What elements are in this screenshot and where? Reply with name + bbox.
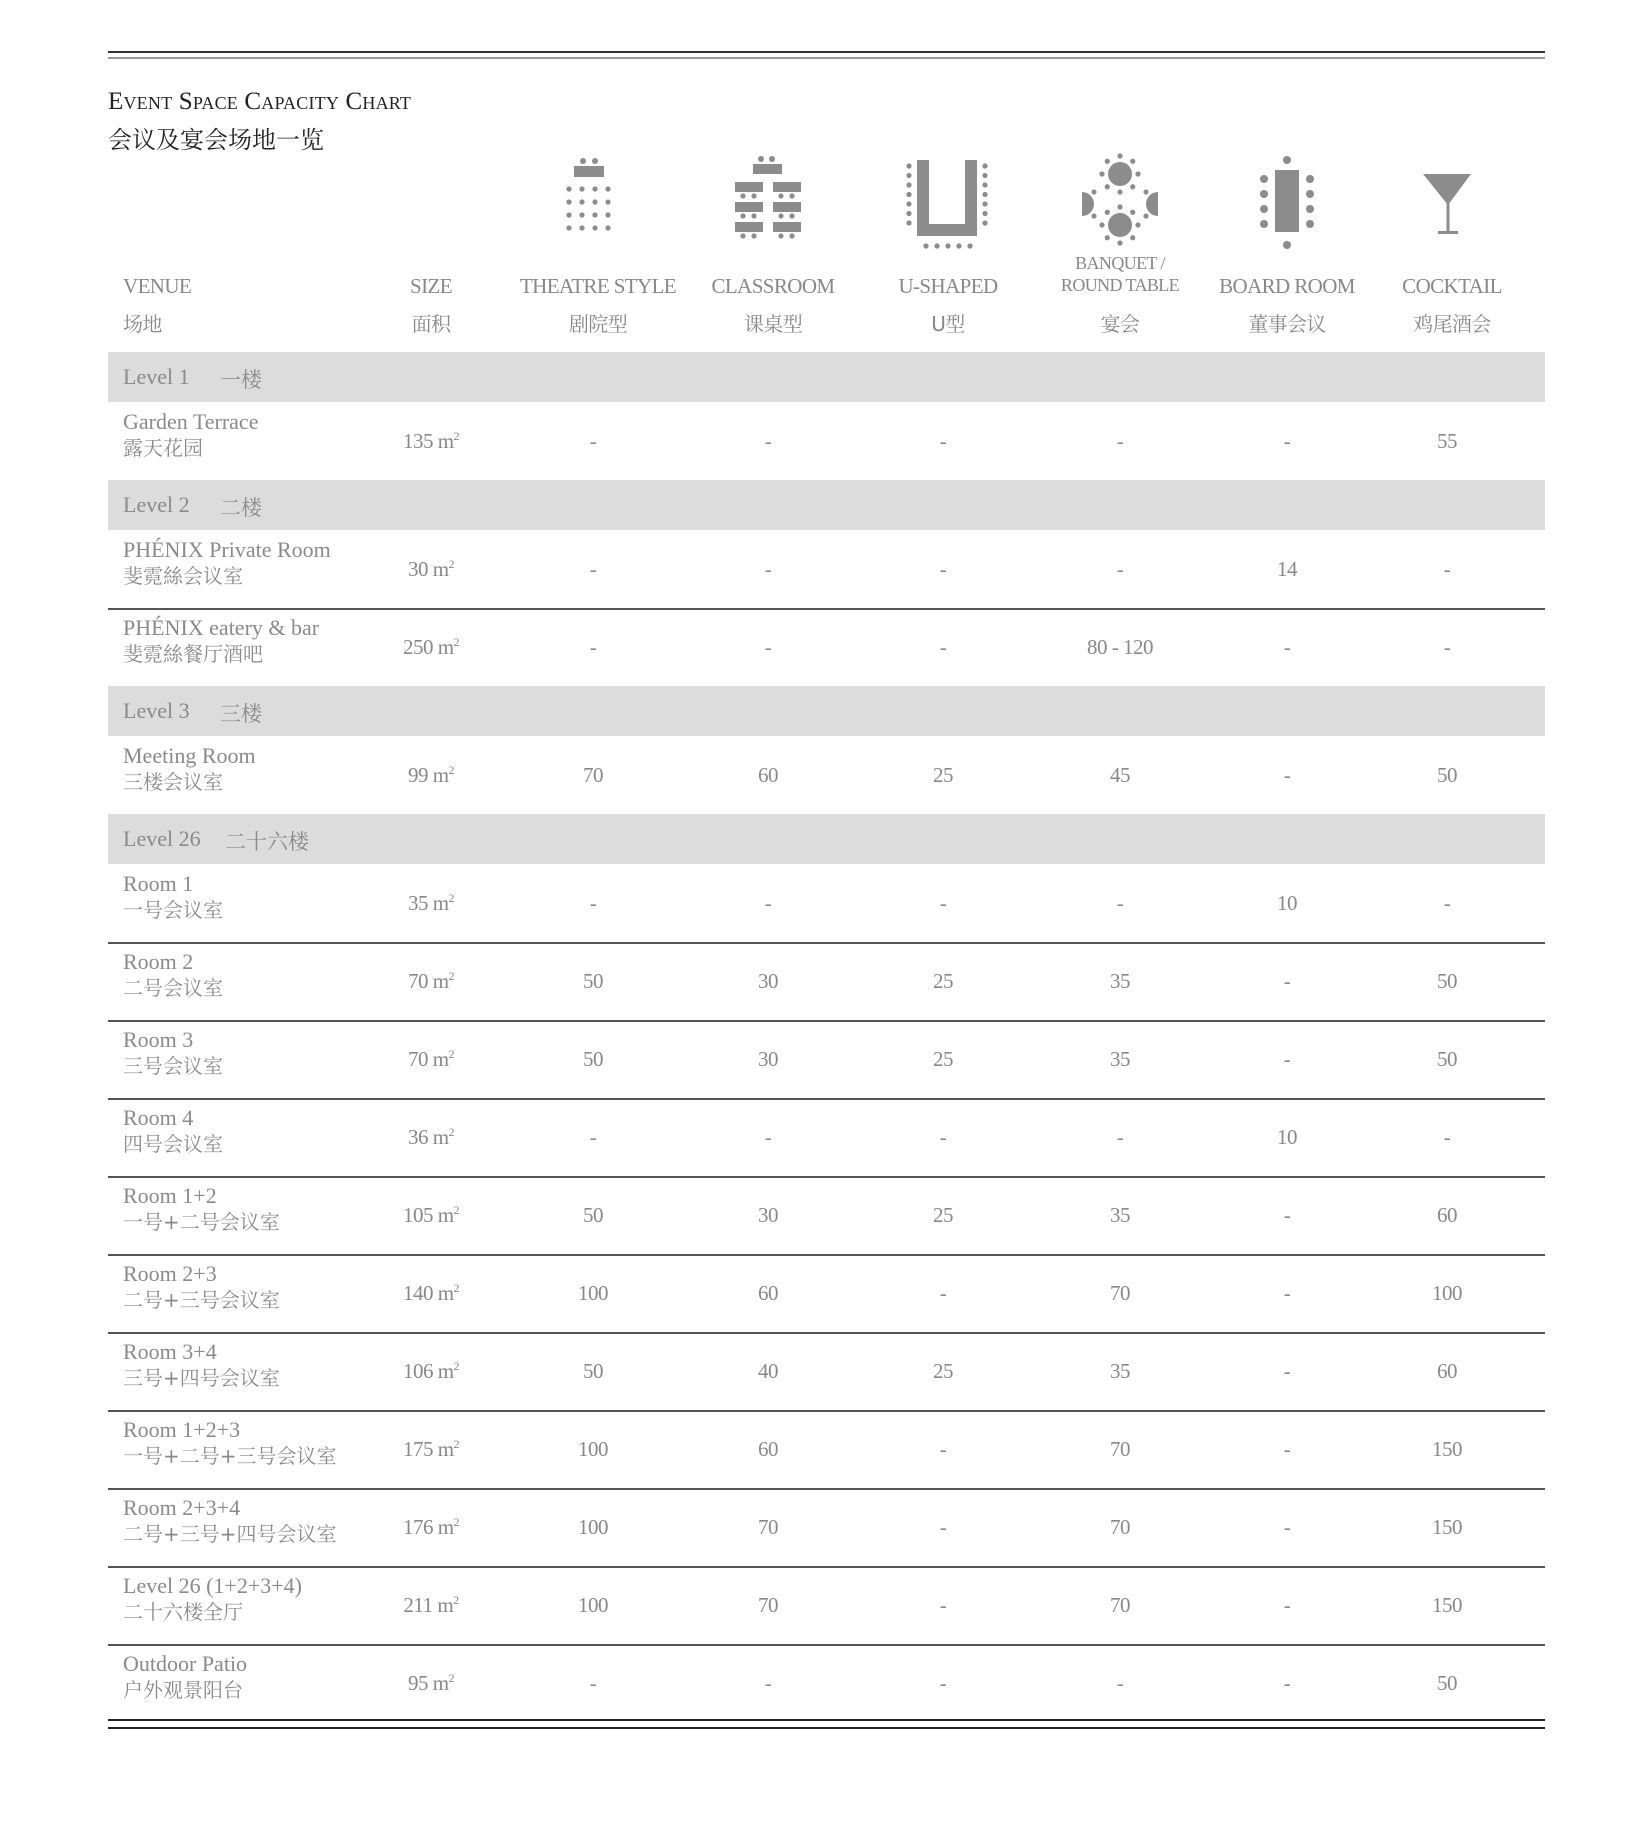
- venue-name-zh: 二号会议室: [123, 976, 223, 1000]
- venue-name: [123, 1105, 223, 1157]
- table-row: [108, 608, 1545, 686]
- header-u-shaped-en: U-SHAPED: [898, 274, 998, 298]
- capacity-cocktail: 150: [1432, 1593, 1462, 1617]
- header-board-room-zh: 董事会议: [1248, 312, 1326, 336]
- table-row: [108, 1488, 1545, 1568]
- level-label: Level 2: [123, 492, 190, 517]
- size-cell: [371, 1125, 491, 1150]
- venue-name-zh: 二号+三号会议室: [123, 1288, 280, 1312]
- venue-name-en: Room 2+3+4: [123, 1495, 241, 1520]
- capacity-board: -: [1283, 1281, 1291, 1305]
- capacity-theatre: -: [589, 635, 597, 659]
- capacity-cocktail: 50: [1437, 969, 1457, 993]
- capacity-ushape: -: [939, 429, 947, 453]
- size-value: 176 m: [402, 1515, 454, 1539]
- capacity-banquet: 70: [1110, 1437, 1130, 1461]
- header-board-room-en: BOARD ROOM: [1219, 274, 1355, 298]
- venue-name-en: Room 3: [123, 1027, 194, 1052]
- size-value: 135 m: [402, 429, 454, 453]
- venue-name: [123, 409, 258, 461]
- capacity-classroom: 30: [758, 1203, 778, 1227]
- level-label-zh: 一楼: [220, 368, 262, 392]
- table-row: [108, 942, 1545, 1022]
- capacity-theatre: 70: [583, 763, 603, 787]
- header-u-shaped-zh: U型: [931, 312, 965, 336]
- size-unit-sup: 2: [448, 1047, 455, 1061]
- capacity-classroom: -: [764, 635, 772, 659]
- level-label: Level 3: [123, 698, 190, 723]
- size-cell: [371, 429, 491, 454]
- venue-name-zh: 斐霓絲会议室: [123, 564, 243, 588]
- bottom-rule-secondary: [108, 1727, 1545, 1729]
- size-value: 95 m: [407, 1671, 449, 1695]
- size-unit-sup: 2: [453, 1437, 460, 1451]
- capacity-banquet: 35: [1110, 1359, 1130, 1383]
- capacity-board: 10: [1277, 1125, 1297, 1149]
- table-row: [108, 864, 1545, 944]
- capacity-classroom: -: [764, 1125, 772, 1149]
- capacity-classroom: 40: [758, 1359, 778, 1383]
- capacity-cocktail: -: [1443, 635, 1451, 659]
- capacity-classroom: -: [764, 429, 772, 453]
- capacity-classroom: 30: [758, 969, 778, 993]
- capacity-cocktail: -: [1443, 1125, 1451, 1149]
- venue-name-en: Room 2: [123, 949, 194, 974]
- capacity-board: -: [1283, 1047, 1291, 1071]
- size-cell: [371, 1593, 491, 1618]
- size-value: 70 m: [407, 1047, 449, 1071]
- table-row: [108, 1566, 1545, 1646]
- capacity-board: -: [1283, 635, 1291, 659]
- venue-name-zh: 一号会议室: [123, 898, 223, 922]
- page-title-chinese: 会议及宴会场地一览: [108, 126, 324, 154]
- header-size-en: SIZE: [410, 274, 452, 298]
- size-value: 250 m: [402, 635, 454, 659]
- size-cell: [371, 557, 491, 582]
- header-banquet-zh: 宴会: [1100, 312, 1140, 336]
- table-row: [108, 1644, 1545, 1722]
- bottom-rule: [108, 1719, 1545, 1721]
- size-value: 99 m: [407, 763, 449, 787]
- venue-name: [123, 1573, 302, 1625]
- header-banquet-en: [1030, 252, 1210, 296]
- capacity-classroom: 70: [758, 1515, 778, 1539]
- size-cell: [371, 1047, 491, 1072]
- venue-name: [123, 1261, 280, 1313]
- size-cell: [371, 763, 491, 788]
- venue-name: [123, 1495, 337, 1547]
- capacity-board: -: [1283, 969, 1291, 993]
- size-unit-sup: 2: [448, 969, 455, 983]
- capacity-board: 14: [1277, 557, 1297, 581]
- venue-name-zh: 三号会议室: [123, 1054, 223, 1078]
- table-row: [108, 402, 1545, 480]
- venue-name-en: Room 1+2: [123, 1183, 217, 1208]
- capacity-classroom: 30: [758, 1047, 778, 1071]
- capacity-ushape: 25: [933, 1359, 953, 1383]
- table-row: [108, 1410, 1545, 1490]
- level-label-zh: 二十六楼: [225, 830, 309, 854]
- venue-name-en: Room 2+3: [123, 1261, 217, 1286]
- venue-name: [123, 1651, 247, 1703]
- header-theatre-en: THEATRE STYLE: [519, 274, 677, 298]
- size-value: 70 m: [407, 969, 449, 993]
- venue-name-en: Meeting Room: [123, 743, 256, 768]
- venue-name-en: Room 3+4: [123, 1339, 217, 1364]
- capacity-cocktail: 50: [1437, 1047, 1457, 1071]
- size-unit-sup: 2: [448, 891, 455, 905]
- level-band: [108, 686, 1545, 736]
- venue-name-zh: 三号+四号会议室: [123, 1366, 280, 1390]
- top-rule: [108, 51, 1545, 53]
- level-band: [108, 480, 1545, 530]
- size-unit-sup: 2: [453, 429, 460, 443]
- capacity-cocktail: 150: [1432, 1515, 1462, 1539]
- venue-name: [123, 871, 223, 923]
- page-title: Event Space Capacity Chart: [108, 88, 412, 115]
- capacity-theatre: -: [589, 1671, 597, 1695]
- size-value: 105 m: [402, 1203, 454, 1227]
- header-venue-en: VENUE: [123, 274, 192, 298]
- classroom-icon: [718, 152, 818, 252]
- capacity-banquet: 70: [1110, 1281, 1130, 1305]
- venue-name-zh: 二号+三号+四号会议室: [123, 1522, 337, 1546]
- header-banquet-line2: ROUND TABLE: [1060, 275, 1180, 295]
- size-unit-sup: 2: [453, 1281, 460, 1295]
- capacity-banquet: -: [1116, 1671, 1124, 1695]
- venue-name-zh: 户外观景阳台: [123, 1678, 243, 1702]
- capacity-banquet: 70: [1110, 1515, 1130, 1539]
- venue-name-zh: 露天花园: [123, 436, 203, 460]
- capacity-ushape: 25: [933, 1203, 953, 1227]
- venue-name-en: Room 1+2+3: [123, 1417, 241, 1442]
- venue-name-zh: 二十六楼全厅: [123, 1600, 243, 1624]
- venue-name: [123, 615, 319, 667]
- capacity-ushape: -: [939, 1281, 947, 1305]
- capacity-cocktail: 50: [1437, 763, 1457, 787]
- capacity-board: -: [1283, 763, 1291, 787]
- capacity-ushape: -: [939, 1671, 947, 1695]
- size-unit-sup: 2: [448, 1125, 455, 1139]
- size-unit-sup: 2: [453, 635, 460, 649]
- capacity-banquet: 35: [1110, 1047, 1130, 1071]
- capacity-board: -: [1283, 1671, 1291, 1695]
- board-room-icon: [1237, 152, 1337, 252]
- capacity-ushape: -: [939, 1125, 947, 1149]
- venue-name-en: Room 1: [123, 871, 194, 896]
- capacity-ushape: 25: [933, 969, 953, 993]
- capacity-board: -: [1283, 1593, 1291, 1617]
- venue-name: [123, 1183, 280, 1235]
- size-cell: [371, 1671, 491, 1696]
- venue-name-zh: 斐霓絲餐厅酒吧: [123, 642, 263, 666]
- level-label-zh: 三楼: [220, 702, 262, 726]
- size-unit-sup: 2: [448, 1671, 455, 1685]
- venue-name-zh: 一号+二号会议室: [123, 1210, 280, 1234]
- capacity-ushape: -: [939, 557, 947, 581]
- size-value: 36 m: [407, 1125, 449, 1149]
- capacity-ushape: -: [939, 635, 947, 659]
- capacity-cocktail: 60: [1437, 1203, 1457, 1227]
- size-value: 35 m: [407, 891, 449, 915]
- size-value: 175 m: [402, 1437, 454, 1461]
- capacity-banquet: -: [1116, 557, 1124, 581]
- capacity-cocktail: 60: [1437, 1359, 1457, 1383]
- capacity-banquet: 45: [1110, 763, 1130, 787]
- capacity-theatre: 50: [583, 969, 603, 993]
- venue-name: [123, 1027, 223, 1079]
- level-label: Level 1: [123, 364, 190, 389]
- size-cell: [371, 1437, 491, 1462]
- table-row: [108, 1254, 1545, 1334]
- capacity-classroom: 70: [758, 1593, 778, 1617]
- size-value: 211 m: [403, 1593, 454, 1617]
- size-unit-sup: 2: [453, 1359, 460, 1373]
- capacity-board: -: [1283, 1437, 1291, 1461]
- size-unit-sup: 2: [453, 1593, 459, 1607]
- size-cell: [371, 635, 491, 660]
- venue-name-zh: 一号+二号+三号会议室: [123, 1444, 337, 1468]
- capacity-ushape: 25: [933, 763, 953, 787]
- venue-name: [123, 743, 256, 795]
- capacity-board: 10: [1277, 891, 1297, 915]
- capacity-classroom: 60: [758, 1281, 778, 1305]
- capacity-cocktail: 50: [1437, 1671, 1457, 1695]
- theatre-style-icon: [543, 152, 643, 252]
- venue-name: [123, 1417, 337, 1469]
- venue-name-en: Outdoor Patio: [123, 1651, 248, 1676]
- cocktail-icon: [1397, 152, 1497, 252]
- capacity-ushape: -: [939, 891, 947, 915]
- capacity-ushape: 25: [933, 1047, 953, 1071]
- size-cell: [371, 891, 491, 916]
- capacity-theatre: -: [589, 429, 597, 453]
- header-size-zh: 面积: [411, 312, 451, 336]
- venue-name-en: Level 26 (1+2+3+4): [123, 1573, 302, 1598]
- venue-name-en: Room 4: [123, 1105, 194, 1130]
- u-shaped-icon: [893, 152, 993, 252]
- capacity-cocktail: 55: [1437, 429, 1457, 453]
- size-unit-sup: 2: [448, 557, 455, 571]
- capacity-cocktail: -: [1443, 891, 1451, 915]
- venue-name: [123, 537, 331, 589]
- venue-name-en: Garden Terrace: [123, 409, 259, 434]
- capacity-banquet: -: [1116, 429, 1124, 453]
- top-rule-secondary: [108, 57, 1545, 59]
- size-unit-sup: 2: [448, 763, 455, 777]
- size-cell: [371, 1515, 491, 1540]
- size-unit-sup: 2: [453, 1515, 460, 1529]
- size-value: 140 m: [402, 1281, 454, 1305]
- capacity-banquet: -: [1116, 891, 1124, 915]
- table-row: [108, 1176, 1545, 1256]
- header-cocktail-en: COCKTAIL: [1402, 274, 1502, 298]
- capacity-classroom: 60: [758, 1437, 778, 1461]
- header-theatre-zh: 剧院型: [568, 312, 628, 336]
- venue-name-zh: 三楼会议室: [123, 770, 223, 794]
- table-row: [108, 1098, 1545, 1178]
- capacity-banquet: 35: [1110, 1203, 1130, 1227]
- header-classroom-en: CLASSROOM: [711, 274, 835, 298]
- venue-name: [123, 1339, 280, 1391]
- size-value: 106 m: [402, 1359, 454, 1383]
- capacity-banquet: 35: [1110, 969, 1130, 993]
- capacity-theatre: 50: [583, 1203, 603, 1227]
- table-row: [108, 736, 1545, 814]
- size-cell: [371, 1281, 491, 1306]
- level-band: [108, 352, 1545, 402]
- capacity-classroom: -: [764, 891, 772, 915]
- capacity-classroom: -: [764, 557, 772, 581]
- capacity-theatre: -: [589, 557, 597, 581]
- capacity-theatre: 50: [583, 1047, 603, 1071]
- table-row: [108, 1020, 1545, 1100]
- venue-name-zh: 四号会议室: [123, 1132, 223, 1156]
- capacity-banquet: 70: [1110, 1593, 1130, 1617]
- capacity-banquet: -: [1116, 1125, 1124, 1149]
- venue-name: [123, 949, 223, 1001]
- capacity-theatre: 100: [578, 1437, 608, 1461]
- capacity-board: -: [1283, 1515, 1291, 1539]
- capacity-theatre: -: [589, 1125, 597, 1149]
- header-classroom-zh: 课桌型: [743, 312, 803, 336]
- size-value: 30 m: [407, 557, 449, 581]
- capacity-theatre: 100: [578, 1515, 608, 1539]
- level-label-zh: 二楼: [220, 496, 262, 520]
- size-unit-sup: 2: [453, 1203, 460, 1217]
- capacity-ushape: -: [939, 1515, 947, 1539]
- capacity-ushape: -: [939, 1437, 947, 1461]
- capacity-banquet: 80 - 120: [1087, 635, 1153, 659]
- capacity-ushape: -: [939, 1593, 947, 1617]
- header-venue-zh: 场地: [123, 312, 162, 336]
- capacity-board: -: [1283, 1359, 1291, 1383]
- capacity-classroom: -: [764, 1671, 772, 1695]
- capacity-cocktail: 150: [1432, 1437, 1462, 1461]
- venue-name-en: PHÉNIX Private Room: [123, 537, 331, 562]
- capacity-theatre: 100: [578, 1281, 608, 1305]
- table-row: [108, 1332, 1545, 1412]
- header-banquet-line1: BANQUET /: [1075, 253, 1165, 273]
- size-cell: [371, 1203, 491, 1228]
- capacity-cocktail: -: [1443, 557, 1451, 581]
- capacity-theatre: 100: [578, 1593, 608, 1617]
- banquet-round-table-icon: [1070, 152, 1170, 252]
- level-band: [108, 814, 1545, 864]
- capacity-theatre: -: [589, 891, 597, 915]
- capacity-classroom: 60: [758, 763, 778, 787]
- capacity-board: -: [1283, 429, 1291, 453]
- size-cell: [371, 969, 491, 994]
- capacity-theatre: 50: [583, 1359, 603, 1383]
- capacity-board: -: [1283, 1203, 1291, 1227]
- capacity-cocktail: 100: [1432, 1281, 1462, 1305]
- table-row: [108, 530, 1545, 610]
- header-cocktail-zh: 鸡尾酒会: [1413, 312, 1491, 336]
- size-cell: [371, 1359, 491, 1384]
- level-label: Level 26: [123, 826, 201, 851]
- venue-name-en: PHÉNIX eatery & bar: [123, 615, 320, 640]
